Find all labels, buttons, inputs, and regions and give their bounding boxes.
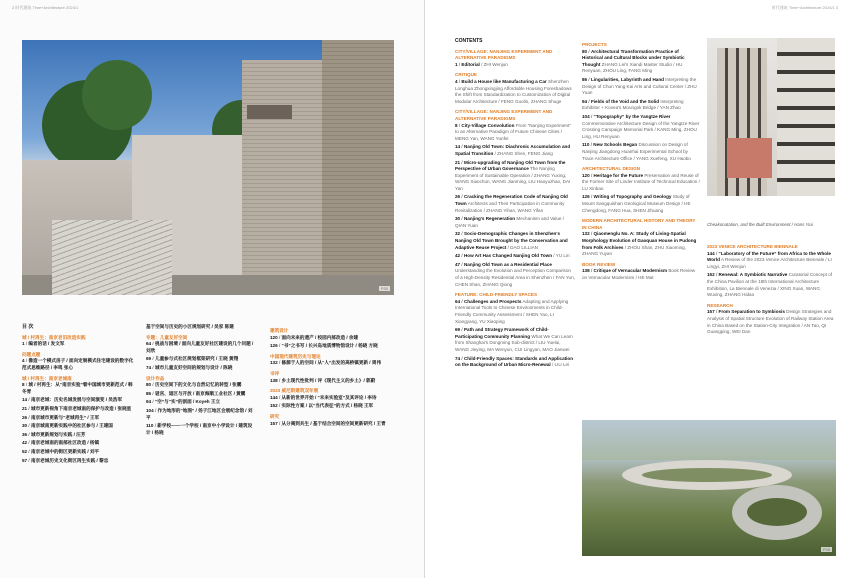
toc-entry: 157 / From Separation to Symbiosis Design Strategies and Analysis of Spatial Structure Evolution of Railway Station Area in China Based on the Station-City Integration / AN Tao, QI Guangping, WEI Dan — [707, 309, 834, 335]
toc-entry-title: Qiaomenglu No. A: Study of Living-Spatial Morphology Evolution of Gaoquan House in Pudong from Folk Archives — [582, 231, 697, 250]
toc-entry-description: / ZHOU Shan, ZHU Xiaoming, ZHANG Yuyan — [582, 244, 687, 257]
toc-entry-description: Mechanism and Value / QIAN Yuan — [455, 216, 565, 228]
toc-entry: 30 / 南京城南更新实践中的社区参与 / 王建国 — [22, 423, 113, 429]
toc-entry-description: Book Review on Vernacular Modernism / HE Mat — [582, 268, 696, 280]
toc-section-heading: 设计作品 — [146, 375, 165, 381]
toc-entry-title: New Schools Began — [593, 142, 638, 148]
toc-entry-title: Nanjing's Regeneration — [463, 216, 516, 222]
toc-entry-title: Nanjing Old Town as a Residential Place — [463, 261, 552, 267]
toc-entry-title: 南京老城中的街区更新实践 / 刘平 — [30, 448, 100, 454]
toc-entry-description: Architects and Their Participation in Community Revitalization / ZHANG Yihan, WANG Yifan — [455, 201, 565, 213]
toc-page-number: 8 — [455, 122, 458, 128]
toc-page-number: 64 — [146, 341, 152, 347]
toc-page-number: 1 — [455, 61, 458, 67]
toc-entry: 120 / Heritage for the Future Preservation and Reuse of the Former Site of Linder Institute of Technical Education / LU Xinbao — [582, 172, 700, 191]
toc-entry: 8 / City-Village Convolution From “Nanjing Experiment” to an Alternative Paradigm of Future Chinese Cities / MENG Yan, WANG Yunfei — [455, 122, 571, 141]
toc-entry-description: Interpreting the Design of Chun Yang Kai Arts and Cultural Center / ZHU Yuan — [582, 76, 697, 96]
toc-entry: 21 / 城市更新视角下南京老城南的保护与改造 / 张晓星 — [22, 405, 132, 411]
toc-entry: 138 / Critique of Vernacular Modernism Book Review on Vernacular Modernism / HE Mat — [582, 268, 696, 280]
toc-page-number: 94 — [582, 98, 588, 104]
toc-entry-title: From Separation to Symbiosis — [718, 309, 785, 315]
toc-page-number: 32 — [455, 231, 461, 237]
toc-entry-title: Child-Friendly Spaces: Standards and Application on the Background of Urban Micro-Renewal — [455, 355, 574, 368]
memorial-park-aerial-photo — [582, 420, 836, 556]
toc-page-number: 132 — [270, 360, 278, 366]
toc-entry-title: 南京老城历史文化街区再生实践 / 黎忠 — [30, 457, 109, 463]
toc-entry: 42 / 南京老城南的南部社区改造 / 杨镇 — [22, 440, 100, 446]
toc-page-number: 110 — [582, 142, 590, 148]
toc-entry: 132 / 修源于人的空间 / 从“人”出发的高桥镇更新 / 周伟 — [270, 360, 382, 366]
toc-page-number: 14 — [455, 144, 461, 150]
building-facade-photo — [707, 38, 835, 196]
toc-heading: CONTENTS — [455, 38, 483, 44]
toc-entry: 57 / 南京老城历史文化街区再生实践 / 黎忠 — [22, 457, 109, 463]
toc-entry-title: 面向未来的遗产 / 校园内部改造 / 余建 — [281, 334, 359, 340]
toc-entry-title: 城市更新规划与实践 / 汪芳 — [30, 431, 86, 437]
right-toc-column-1 — [455, 38, 575, 371]
toc-entry-title: 谜宫、道区与开放 / 南京海顺工业社区 / 黄鹏 — [154, 390, 246, 396]
toc-section-heading: PROJECTS — [582, 42, 607, 47]
toc-entry: 144 / “Laboratory of the Future” from Africa to the Whole World A Review of the 2023 Venice Architecture Biennale / LI Lingyi, ZHI Wenjun — [707, 250, 832, 269]
toc-entry: 64 / Challenges and Prospects Adapting and Applying International Tools to Chinese Environments in Child-Friendly Community Assessment / SHEN Yao, LI Xiangyang, YU Xiaoping — [455, 298, 569, 324]
toc-entry: 138 / 乡土现代性批判 / 评《现代主义的乡土》/ 郭蔚 — [270, 377, 376, 383]
toc-page-number: 42 — [455, 253, 461, 259]
toc-entry-title: Lingularities, Labyrinth and Hand — [590, 76, 664, 82]
photo-credit: P30 — [380, 286, 388, 291]
left-running-head: 2 时代建筑 Time+Architecture 2024/1 — [12, 5, 79, 10]
toc-page-number: 8 — [22, 382, 25, 388]
toc-page-number: 138 — [270, 377, 278, 383]
toc-entry: 104 / 作为地形的“地图” / 扬子江地区会展纪念馆 / 刘平 — [146, 407, 253, 420]
toc-section-heading: 问题点题 — [22, 351, 41, 357]
toc-page-number: 74 — [455, 355, 461, 361]
toc-entry-description: A Review of the 2023 Venice Architecture Biennale / LI Lingyi, ZHI Wenjun — [707, 257, 832, 269]
toc-entry-title: How Art Has Changed Nanjing Old Town — [463, 253, 553, 259]
toc-entry — [146, 324, 256, 331]
toc-entry-title: 从新的世界开始 / “未来实验室”及其评论 / 李诗 — [281, 394, 377, 400]
toc-page-number: 64 — [455, 298, 461, 304]
toc-entry-title: 城市更新视角下南京老城南的保护与改造 / 张晓星 — [30, 405, 132, 411]
toc-entry: 36 / 城市更新规划与实践 / 汪芳 — [22, 431, 86, 437]
toc-entry: 94 / “空”与“实”的剖面 / Koyeh 王立 — [146, 399, 221, 405]
toc-entry-description: From “Nanjing Experiment” to an Alternative Paradigm of Future Chinese Cities / MENG Yan, WANG Yunfei — [455, 122, 571, 141]
toc-entry-title: Heritage for the Future — [593, 172, 644, 178]
toc-section-heading: 2023 威尼斯建筑双年展 — [270, 388, 319, 394]
toc-page-number: 144 — [270, 394, 278, 400]
toc-section-heading: 建筑设计 — [270, 328, 289, 333]
toc-page-number: 104 — [582, 113, 590, 119]
toc-entry: 32 / Socio-Demographic Changes in Shenzhen's Nanjing Old Town Brought by the Conservation and Adaptive Reuse Project / DAO LILLIAN — [455, 231, 568, 250]
toc-entry-title: Renewal: A Symbiotic Narrative — [718, 272, 788, 278]
toc-entry-title: 历史空间下的文化与自然记忆的转型 / 张鹏 — [154, 382, 242, 388]
main-architecture-photo — [22, 40, 394, 295]
toc-entry: 144 / 从新的世界开始 / “未来实验室”及其评论 / 李诗 — [270, 394, 377, 400]
toc-entry-title: 修源于人的空间 / 从“人”出发的高桥镇更新 / 周伟 — [281, 360, 382, 366]
toc-entry: 80 / Architectural Transformation Practice of Historical and Cultural Blocks under Symbiotic Thought ZHANG Lei's Xiandi Master Studio / HU Renyuan, ZHOU Ling, FANG Ming — [582, 48, 685, 74]
toc-entry-title: Challenges and Prospects — [463, 298, 522, 304]
toc-page-number: 152 — [270, 403, 278, 409]
toc-section-heading: BOOK REVIEW — [582, 261, 616, 267]
toc-entry-title: 新学校——一个学校 / 南京中小学设计 / 建筑设计 / 杨晓 — [146, 423, 253, 435]
toc-entry: 26 / 南京城市更新与“老城再生” / 王军 — [22, 414, 100, 420]
toc-entry-title: 儿童参与式社区规划框架研究 / 王晓 黄翔 — [154, 356, 239, 362]
toc-entry: 152 / 实际性方案 / 以“当代表征”的方式 / 杨晓 王军 — [270, 403, 374, 409]
toc-entry-description: Adapting and Applying International Tools to Chinese Environments in Child-Friendly Community Assessment / SHEN Yao, LI Xiangyang, YU Xiaoping — [455, 298, 569, 324]
toc-entry-title: “Laboratory of the Future” from Africa to the Whole World — [707, 250, 831, 263]
toc-page-number: 30 — [22, 423, 28, 429]
toc-entry-title: 基于空间与历史的小区规划研究 / 吴家 陈建 — [146, 324, 234, 329]
toc-entry-description: Shenzhen Longhua Zhongxingjing Affordable Housing Foreshadows the Shift from Standardization to Customization of Digital Modular Architecture / FENG Guolin, ZHANG Shuge — [455, 78, 572, 104]
toc-entry-description: / ZHANG Shen, FENG Jiang — [494, 150, 553, 156]
toc-page-number: 86 — [582, 76, 588, 82]
toc-entry: 126 / “书”之书写 / 长兴岛地质博物馆设计 / 杨晓 方晓 — [270, 343, 378, 349]
toc-entry: 74 / Child-Friendly Spaces: Standards and Application on the Background of Urban Micro-Renewal / LIU Lei — [455, 355, 574, 368]
toc-section-heading: ARCHITECTURAL DESIGN — [582, 166, 641, 172]
toc-page-number: 104 — [146, 407, 154, 413]
toc-page-number: 57 — [22, 457, 28, 463]
toc-section-heading: RESEARCH — [707, 302, 733, 308]
toc-entry-title: Fields of the Void and the Solid — [590, 98, 660, 104]
toc-page-number: 4 — [455, 78, 458, 84]
toc-page-number: 80 — [146, 382, 152, 388]
toc-entry-title: 像造一个模式房子 / 面向定制模式住宅建设的数字化范式思维路径 / 李鸣 张心 — [22, 358, 134, 370]
toc-entry-description: Design Strategies and Analysis of Spatial Structure Evolution of Railway Station Area in China Based on the Station-City Integration / AN Tao, QI Guangping, WEI Dan — [707, 309, 834, 335]
toc-page-number: 36 — [22, 431, 28, 437]
toc-entry: 1 / 编者的话 / 发文军 — [22, 341, 65, 347]
toc-page-number: 1 — [22, 341, 25, 347]
left-toc-column-1 — [22, 324, 134, 466]
toc-page-number: 86 — [146, 390, 152, 396]
toc-entry-title: 编者的话 / 发文军 — [28, 341, 65, 347]
right-page — [425, 0, 850, 578]
toc-page-number: 120 — [270, 334, 278, 340]
toc-section-heading: FEATURE: CHILD-FRIENDLY SPACES — [455, 292, 538, 298]
toc-page-number: 21 — [22, 405, 28, 411]
toc-entry: 152 / Renewal: A Symbiotic Narrative Curatorial Concept of the China Pavilion at the 18th International Architecture Exhibition, La Biennale di Venezia / XING Xuan, WANG Wuxing, ZHANG Hidao — [707, 272, 833, 298]
toc-page-number: 144 — [707, 250, 715, 256]
toc-page-number: 52 — [22, 448, 28, 454]
toc-section-heading: CITY/VILLAGE: NANJING EXPERIMENT AND ALTERNATIVE PARADIGMS — [455, 48, 553, 61]
toc-entry-title: 作为地形的“地图” / 扬子江地区会展纪念馆 / 刘平 — [146, 407, 253, 420]
toc-entry-title: 南京老城：历史名城发展与空间演变 / 吴浩军 — [30, 397, 123, 403]
toc-entry-title: Editorial — [461, 61, 480, 67]
toc-entry-title: Cracking the Regeneration Code of Nanjing Old Town — [455, 194, 568, 207]
toc-entry-description: Study of Mount Sangquishan Geological Museum Design / HE Chengdong, FANG Hua, SHEN Jihuang — [582, 194, 691, 213]
toc-entry: 69 / Path and Strategy Framework of Child-Participating Community Planning What We Can Learn from Shanghai's Dongming Sub-district / LIU Yuelai, WANG Jieying, MA Wenyun, CUI Lingyan, MAO Jianwei — [455, 327, 573, 352]
toc-entry: 80 / 历史空间下的文化与自然记忆的转型 / 张鹏 — [146, 382, 242, 388]
toc-entry-title: 南京城南更新实践中的社区参与 / 王建国 — [30, 423, 113, 429]
toc-entry-title: Build a House like Manufacturing a Car — [461, 78, 547, 84]
toc-section-heading: 2023 VENICE ARCHITECTURE BIENNALE — [707, 244, 798, 249]
toc-entry: 4 / Build a House like Manufacturing a Car Shenzhen Longhua Zhongxingjing Affordable Housing Foreshadows the Shift from Standardization to Customization of Digital Modular Architecture / FENG Guolin, ZHANG Shuge — [455, 78, 572, 104]
photo-caption: Cheakonatation, and the Built Environment / Hans Yiui — [707, 222, 813, 227]
toc-page-number: 126 — [270, 343, 278, 349]
toc-page-number: 42 — [22, 440, 28, 446]
toc-section-heading: CITY/VILLAGE: NANJING EXPERIMENT AND ALTERNATIVE PARADIGMS — [455, 109, 553, 121]
toc-entry: 26 / Cracking the Regeneration Code of Nanjing Old Town Architects and Their Participation in Community Revitalization / ZHANG Yihan, WANG Yifan — [455, 194, 568, 213]
toc-entry-description: / ZHI Wenjun — [481, 61, 508, 67]
toc-page-number: 69 — [146, 356, 152, 362]
toc-section-heading: 研究 — [270, 413, 280, 419]
toc-section-heading: 专题：儿童友好空间 — [146, 334, 188, 340]
toc-entry-description: / YU Lin — [553, 253, 570, 259]
toc-entry: 126 / Writing of Topography and Geology Study of Mount Sangquishan Geological Museum Design / HE Chengdong, FANG Hua, SHEN Jihuang — [582, 194, 691, 213]
right-running-head: 时代建筑 Time+Architecture 2024/1 3 — [771, 5, 838, 10]
toc-entry: 120 / 面向未来的遗产 / 校园内部改造 / 余建 — [270, 334, 359, 340]
toc-entry: 64 / 挑战与困境 / 面向儿童友好社区建设的几个问题 / 刘欣 — [146, 341, 254, 353]
toc-entry: 1 / Editorial / ZHI Wenjun — [455, 61, 508, 67]
toc-entry-description: Preservation and Reuse of the Former Site of Linder Institute of Technical Education / LU Xinbao — [582, 172, 700, 191]
photo-credit: P58 — [822, 547, 830, 552]
toc-page-number: 110 — [146, 423, 154, 429]
toc-entry: 69 / 儿童参与式社区规划框架研究 / 王晓 黄翔 — [146, 356, 239, 362]
toc-page-number: 74 — [146, 364, 152, 370]
toc-entry-title: 城 / 村再生：从“南京实验”看中国城市更新范式 / 韩冬青 — [22, 382, 133, 394]
toc-page-number: 69 — [455, 327, 461, 333]
toc-section-heading: 中国现代建筑历史与理论 — [270, 353, 321, 359]
toc-entry-title: Path and Strategy Framework of Child-Participating Community Planning — [455, 327, 549, 339]
toc-page-number: 138 — [582, 268, 590, 274]
toc-entry-title: 实际性方案 / 以“当代表征”的方式 / 杨晓 王军 — [281, 403, 374, 409]
toc-entry-description: Discussion on Design of Nanjing Jiangdong Huanhai Experimental School by Trace Architecture Office / YANG Xuefeng, XU Haobo — [582, 142, 691, 161]
toc-entry-title: “书”之书写 / 长兴岛地质博物馆设计 / 杨晓 方晓 — [281, 343, 378, 349]
toc-entry-title: City-Village Convolution — [461, 122, 515, 128]
toc-entry: 132 / Qiaomenglu No. A: Study of Living-Spatial Morphology Evolution of Gaoquan House in Pudong from Folk Archives / ZHOU Shan, ZHU Xiaoming, ZHANG Yuyan — [582, 231, 697, 257]
toc-entry: 110 / 新学校——一个学校 / 南京中小学设计 / 建筑设计 / 杨晓 — [146, 423, 253, 435]
toc-entry-title: Writing of Topography and Geology — [593, 194, 672, 200]
toc-page-number: 157 — [707, 309, 715, 315]
toc-entry: 52 / 南京老城中的街区更新实践 / 刘平 — [22, 448, 100, 454]
left-toc-column-3 — [270, 324, 395, 429]
toc-entry-description: / DAO LILLIAN — [507, 244, 538, 250]
toc-entry: 110 / New Schools Began Discussion on Design of Nanjing Jiangdong Huanhai Experimental School by Trace Architecture Office / YANG Xuefeng, XU Haobo — [582, 142, 691, 161]
toc-page-number: 94 — [146, 399, 152, 405]
toc-page-number: 80 — [582, 48, 588, 54]
toc-entry: 157 / 从分离到共生 / 基于结合空间的空间更新研究 / 王青 — [270, 420, 386, 426]
right-toc-column-3 — [707, 240, 837, 338]
toc-heading: 目 次 — [22, 324, 34, 330]
toc-entry-title: “Topography” by the Yangtze River — [593, 113, 671, 119]
toc-entry: 21 / Micro-upgrading of Nanjing Old Town from the Perspective of Urban Governance The Nanjing Experiment of Sustainable Operation / ZHANG Yuxing, WANG Xiaochun, WANG Jianming, LIU Haoyuzhao, DAI Yan — [455, 159, 571, 191]
toc-section-heading: 城 / 村再生：南京老城南 — [22, 375, 72, 381]
toc-page-number: 157 — [270, 420, 278, 426]
toc-section-heading: MODERN ARCHITECTURAL HISTORY AND THEORY IN CHINA — [582, 218, 696, 230]
toc-page-number: 126 — [582, 194, 590, 200]
toc-page-number: 30 — [455, 216, 461, 222]
toc-entry-description: / LIU Lei — [552, 362, 570, 368]
toc-section-heading: 城 / 村再生：南京老旧改造实践 — [22, 334, 86, 340]
toc-entry-description: Interpreting Exhibitor + Kovea's Moungok Bridge / YAN Zhao — [582, 98, 684, 111]
toc-entry: 86 / Lingularities, Labyrinth and Hand Interpreting the Design of Chun Yang Kai Arts and Cultural Center / ZHU Yuan — [582, 76, 697, 96]
toc-entry: 14 / Nanjing Old Town: Diachronic Accumulation and Spatial Transition / ZHANG Shen, FENG Jiang — [455, 144, 571, 156]
toc-section-heading: 书评 — [270, 370, 280, 376]
toc-page-number: 152 — [707, 272, 715, 278]
toc-entry-description: The Nanjing Experiment of Sustainable Operation / ZHANG Yuxing, WANG Xiaochun, WANG Jianming, LIU Haoyuzhao, DAI Yan — [455, 166, 571, 191]
toc-entry: 42 / How Art Has Changed Nanjing Old Town / YU Lin — [455, 253, 570, 259]
toc-entry-description: ZHANG Lei's Xiandi Master Studio / HU Renyuan, ZHOU Ling, FANG Ming — [582, 61, 683, 74]
toc-entry: 8 / 城 / 村再生：从“南京实验”看中国城市更新范式 / 韩冬青 — [22, 382, 133, 394]
toc-entry-title: Nanjing Old Town: Diachronic Accumulation and Spatial Transition — [455, 144, 571, 156]
toc-entry: 14 / 南京老城：历史名城发展与空间演变 / 吴浩军 — [22, 397, 123, 403]
right-toc-column-2 — [582, 38, 700, 284]
toc-page-number: 47 — [455, 261, 461, 267]
toc-entry: 94 / Fields of the Void and the Solid Interpreting Exhibitor + Kovea's Moungok Bridge / YAN Zhao — [582, 98, 684, 111]
toc-page-number: 26 — [22, 414, 28, 420]
toc-entry-title: 从分离到共生 / 基于结合空间的空间更新研究 / 王青 — [281, 420, 386, 426]
toc-entry-description: What We Can Learn from Shanghai's Dongming Sub-district / LIU Yuelai, WANG Jieying, MA Wenyun, CUI Lingyan, MAO Jianwei — [455, 333, 573, 352]
toc-page-number: 132 — [582, 231, 590, 237]
toc-entry-title: 城市儿童友好空间的规划与设计 / 陈晓 — [154, 364, 233, 370]
toc-entry: 104 / “Topography” by the Yangtze River Commemorative Architecture Design of the Yangtze River Crossing Campaign Memorial Park / KANG Ming, ZHOU Ling, HU Renyuan — [582, 113, 700, 139]
toc-entry-title: 南京老城南的南部社区改造 / 杨镇 — [30, 440, 100, 446]
toc-page-number: 120 — [582, 172, 590, 178]
toc-entry-description: Understanding the Evolution and Perception Comparison of a High-Density Residential Area in Shenzhen / FAN Yun, CHEN Shan, ZHANG Qiong — [455, 268, 575, 287]
toc-section-heading: CRITIQUE — [455, 72, 477, 78]
toc-page-number: 21 — [455, 159, 461, 165]
toc-entry-description: Commemorative Architecture Design of the Yangtze River Crossing Campaign Memorial Park / KANG Ming, ZHOU Ling, HU Renyuan — [582, 120, 700, 139]
toc-entry-title: Architectural Transformation Practice of Historical and Cultural Blocks under Symbiotic Thought — [582, 48, 685, 67]
toc-page-number: 26 — [455, 194, 461, 200]
toc-entry-title: Critique of Vernacular Modernism — [593, 268, 668, 274]
toc-entry: 86 / 谜宫、道区与开放 / 南京海顺工业社区 / 黄鹏 — [146, 390, 246, 396]
toc-entry: 74 / 城市儿童友好空间的规划与设计 / 陈晓 — [146, 364, 233, 370]
toc-entry-title: 乡土现代性批判 / 评《现代主义的乡土》/ 郭蔚 — [281, 377, 376, 383]
toc-page-number: 4 — [22, 358, 25, 364]
left-toc-column-2 — [146, 324, 256, 438]
toc-entry: 4 / 像造一个模式房子 / 面向定制模式住宅建设的数字化范式思维路径 / 李鸣 张心 — [22, 358, 134, 370]
toc-page-number: 14 — [22, 397, 28, 403]
toc-entry-title: “空”与“实”的剖面 / Koyeh 王立 — [154, 399, 221, 405]
toc-entry-title: Socio-Demographic Changes in Shenzhen's Nanjing Old Town Brought by the Conservation and Adaptive Reuse Project — [455, 231, 568, 250]
toc-entry: 30 / Nanjing's Regeneration Mechanism and Value / QIAN Yuan — [455, 216, 565, 228]
toc-entry-description: Curatorial Concept of the China Pavilion at the 18th International Architecture Exhibition, La Biennale di Venezia / XING Xuan, WANG Wuxing, ZHANG Hidao — [707, 272, 833, 298]
toc-entry: 47 / Nanjing Old Town as a Residential Place Understanding the Evolution and Perception Comparison of a High-Density Residential Area in Shenzhen / FAN Yun, CHEN Shan, ZHANG Qiong — [455, 261, 575, 287]
toc-entry-title: Micro-upgrading of Nanjing Old Town from the Perspective of Urban Governance — [455, 159, 566, 172]
toc-entry-title: 南京城市更新与“老城再生” / 王军 — [30, 414, 100, 420]
toc-entry-title: 挑战与困境 / 面向儿童友好社区建设的几个问题 / 刘欣 — [146, 341, 254, 353]
